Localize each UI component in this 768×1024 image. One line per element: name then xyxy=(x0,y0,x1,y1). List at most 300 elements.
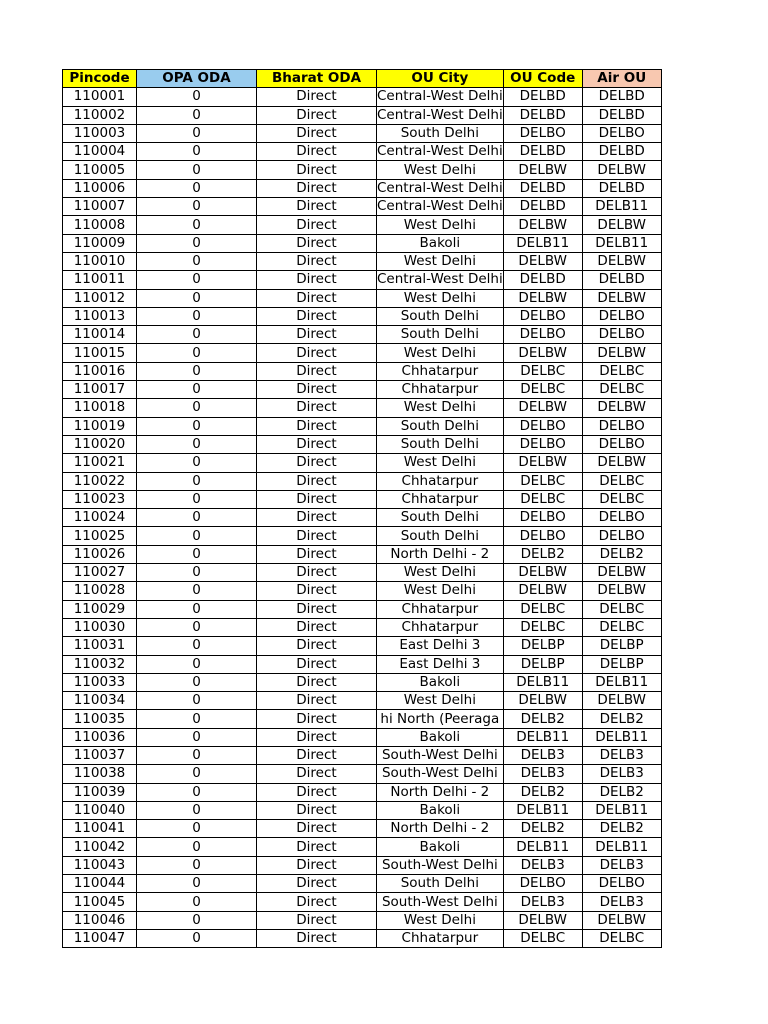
opa-oda-cell: 0 xyxy=(137,637,257,655)
ou-city-cell: South-West Delhi xyxy=(377,893,504,911)
opa-oda-cell: 0 xyxy=(137,618,257,636)
ou-code-cell: DELBO xyxy=(503,307,582,325)
opa-oda-cell: 0 xyxy=(137,692,257,710)
table-row xyxy=(63,893,662,911)
pincode-cell: 110029 xyxy=(63,600,137,618)
ou-code-cell: DELBW xyxy=(503,911,582,929)
table-row xyxy=(63,435,662,453)
air-ou-cell: DELBP xyxy=(582,637,661,655)
pincode-cell: 110034 xyxy=(63,692,137,710)
air-ou-cell: DELBC xyxy=(582,362,661,380)
ou-code-cell: DELB2 xyxy=(503,820,582,838)
header-air-ou: Air OU xyxy=(582,70,661,88)
air-ou-cell: DELBO xyxy=(582,527,661,545)
ou-city-cell: Chhatarpur xyxy=(377,618,504,636)
ou-city-cell: North Delhi - 2 xyxy=(377,820,504,838)
bharat-oda-cell: Direct xyxy=(257,728,377,746)
ou-city-cell: West Delhi xyxy=(377,289,504,307)
opa-oda-cell: 0 xyxy=(137,783,257,801)
opa-oda-cell: 0 xyxy=(137,893,257,911)
ou-city-cell: South Delhi xyxy=(377,307,504,325)
bharat-oda-cell: Direct xyxy=(257,143,377,161)
air-ou-cell: DELBD xyxy=(582,143,661,161)
ou-code-cell: DELBP xyxy=(503,655,582,673)
table-row xyxy=(63,307,662,325)
air-ou-cell: DELB2 xyxy=(582,545,661,563)
table-row xyxy=(63,673,662,691)
air-ou-cell: DELBO xyxy=(582,435,661,453)
table-row xyxy=(63,106,662,124)
bharat-oda-cell: Direct xyxy=(257,216,377,234)
air-ou-cell: DELBW xyxy=(582,564,661,582)
table-row xyxy=(63,820,662,838)
opa-oda-cell: 0 xyxy=(137,746,257,764)
opa-oda-cell: 0 xyxy=(137,124,257,142)
pincode-cell: 110035 xyxy=(63,710,137,728)
bharat-oda-cell: Direct xyxy=(257,289,377,307)
ou-city-cell: West Delhi xyxy=(377,582,504,600)
air-ou-cell: DELBW xyxy=(582,399,661,417)
table-row xyxy=(63,88,662,106)
ou-city-cell: South-West Delhi xyxy=(377,856,504,874)
pincode-cell: 110011 xyxy=(63,271,137,289)
pincode-cell: 110019 xyxy=(63,417,137,435)
air-ou-cell: DELB3 xyxy=(582,765,661,783)
opa-oda-cell: 0 xyxy=(137,179,257,197)
bharat-oda-cell: Direct xyxy=(257,252,377,270)
air-ou-cell: DELB11 xyxy=(582,728,661,746)
air-ou-cell: DELBO xyxy=(582,875,661,893)
header-opa-oda: OPA ODA xyxy=(137,70,257,88)
air-ou-cell: DELBD xyxy=(582,271,661,289)
air-ou-cell: DELBC xyxy=(582,490,661,508)
opa-oda-cell: 0 xyxy=(137,710,257,728)
ou-code-cell: DELBO xyxy=(503,417,582,435)
ou-code-cell: DELBD xyxy=(503,179,582,197)
ou-city-cell: Bakoli xyxy=(377,838,504,856)
table-row xyxy=(63,381,662,399)
ou-code-cell: DELBW xyxy=(503,454,582,472)
ou-city-cell: East Delhi 3 xyxy=(377,637,504,655)
header-bharat-oda: Bharat ODA xyxy=(257,70,377,88)
bharat-oda-cell: Direct xyxy=(257,582,377,600)
ou-city-cell: Bakoli xyxy=(377,234,504,252)
air-ou-cell: DELB11 xyxy=(582,234,661,252)
opa-oda-cell: 0 xyxy=(137,838,257,856)
pincode-cell: 110001 xyxy=(63,88,137,106)
table-row xyxy=(63,564,662,582)
table-row xyxy=(63,344,662,362)
opa-oda-cell: 0 xyxy=(137,198,257,216)
table-row xyxy=(63,326,662,344)
ou-code-cell: DELBC xyxy=(503,381,582,399)
ou-city-cell: South Delhi xyxy=(377,527,504,545)
bharat-oda-cell: Direct xyxy=(257,161,377,179)
ou-code-cell: DELB3 xyxy=(503,856,582,874)
opa-oda-cell: 0 xyxy=(137,765,257,783)
pincode-cell: 110041 xyxy=(63,820,137,838)
ou-code-cell: DELBW xyxy=(503,692,582,710)
ou-code-cell: DELBO xyxy=(503,875,582,893)
bharat-oda-cell: Direct xyxy=(257,362,377,380)
air-ou-cell: DELBW xyxy=(582,344,661,362)
bharat-oda-cell: Direct xyxy=(257,564,377,582)
table-row xyxy=(63,545,662,563)
opa-oda-cell: 0 xyxy=(137,234,257,252)
air-ou-cell: DELBD xyxy=(582,106,661,124)
opa-oda-cell: 0 xyxy=(137,673,257,691)
pincode-cell: 110025 xyxy=(63,527,137,545)
table-row xyxy=(63,765,662,783)
pincode-cell: 110043 xyxy=(63,856,137,874)
ou-code-cell: DELB11 xyxy=(503,673,582,691)
bharat-oda-cell: Direct xyxy=(257,801,377,819)
ou-city-cell: North Delhi - 2 xyxy=(377,783,504,801)
ou-code-cell: DELBP xyxy=(503,637,582,655)
ou-city-cell: Chhatarpur xyxy=(377,600,504,618)
pincode-cell: 110047 xyxy=(63,929,137,947)
opa-oda-cell: 0 xyxy=(137,490,257,508)
opa-oda-cell: 0 xyxy=(137,252,257,270)
pincode-cell: 110012 xyxy=(63,289,137,307)
bharat-oda-cell: Direct xyxy=(257,746,377,764)
ou-code-cell: DELBO xyxy=(503,435,582,453)
ou-code-cell: DELBC xyxy=(503,618,582,636)
opa-oda-cell: 0 xyxy=(137,399,257,417)
table-row xyxy=(63,600,662,618)
bharat-oda-cell: Direct xyxy=(257,820,377,838)
bharat-oda-cell: Direct xyxy=(257,179,377,197)
pincode-cell: 110010 xyxy=(63,252,137,270)
table-row xyxy=(63,655,662,673)
ou-city-cell: West Delhi xyxy=(377,911,504,929)
air-ou-cell: DELBD xyxy=(582,88,661,106)
pincode-cell: 110027 xyxy=(63,564,137,582)
ou-code-cell: DELBW xyxy=(503,399,582,417)
air-ou-cell: DELBW xyxy=(582,252,661,270)
ou-city-cell: West Delhi xyxy=(377,252,504,270)
table-row xyxy=(63,362,662,380)
opa-oda-cell: 0 xyxy=(137,655,257,673)
bharat-oda-cell: Direct xyxy=(257,545,377,563)
air-ou-cell: DELBW xyxy=(582,216,661,234)
table-row xyxy=(63,490,662,508)
opa-oda-cell: 0 xyxy=(137,509,257,527)
bharat-oda-cell: Direct xyxy=(257,838,377,856)
table-row xyxy=(63,143,662,161)
pincode-cell: 110042 xyxy=(63,838,137,856)
air-ou-cell: DELBW xyxy=(582,582,661,600)
air-ou-cell: DELBC xyxy=(582,600,661,618)
opa-oda-cell: 0 xyxy=(137,271,257,289)
ou-code-cell: DELBO xyxy=(503,326,582,344)
pincode-cell: 110004 xyxy=(63,143,137,161)
table-row xyxy=(63,198,662,216)
opa-oda-cell: 0 xyxy=(137,88,257,106)
bharat-oda-cell: Direct xyxy=(257,198,377,216)
ou-code-cell: DELB3 xyxy=(503,746,582,764)
opa-oda-cell: 0 xyxy=(137,875,257,893)
bharat-oda-cell: Direct xyxy=(257,454,377,472)
bharat-oda-cell: Direct xyxy=(257,490,377,508)
bharat-oda-cell: Direct xyxy=(257,710,377,728)
pincode-cell: 110030 xyxy=(63,618,137,636)
bharat-oda-cell: Direct xyxy=(257,618,377,636)
air-ou-cell: DELB11 xyxy=(582,838,661,856)
pincode-cell: 110036 xyxy=(63,728,137,746)
opa-oda-cell: 0 xyxy=(137,417,257,435)
air-ou-cell: DELBO xyxy=(582,124,661,142)
pincode-cell: 110021 xyxy=(63,454,137,472)
pincode-cell: 110038 xyxy=(63,765,137,783)
opa-oda-cell: 0 xyxy=(137,582,257,600)
header-ou-city: OU City xyxy=(377,70,504,88)
pincode-cell: 110046 xyxy=(63,911,137,929)
ou-code-cell: DELBC xyxy=(503,490,582,508)
ou-code-cell: DELBO xyxy=(503,527,582,545)
opa-oda-cell: 0 xyxy=(137,820,257,838)
pincode-cell: 110045 xyxy=(63,893,137,911)
air-ou-cell: DELB3 xyxy=(582,856,661,874)
bharat-oda-cell: Direct xyxy=(257,783,377,801)
pincode-cell: 110017 xyxy=(63,381,137,399)
ou-city-cell: South Delhi xyxy=(377,875,504,893)
air-ou-cell: DELBD xyxy=(582,179,661,197)
table-row xyxy=(63,454,662,472)
ou-code-cell: DELBC xyxy=(503,362,582,380)
opa-oda-cell: 0 xyxy=(137,435,257,453)
ou-code-cell: DELB3 xyxy=(503,893,582,911)
ou-city-cell: West Delhi xyxy=(377,564,504,582)
table-row xyxy=(63,216,662,234)
bharat-oda-cell: Direct xyxy=(257,893,377,911)
pincode-cell: 110037 xyxy=(63,746,137,764)
pincode-cell: 110032 xyxy=(63,655,137,673)
bharat-oda-cell: Direct xyxy=(257,875,377,893)
air-ou-cell: DELBO xyxy=(582,509,661,527)
table-row xyxy=(63,692,662,710)
bharat-oda-cell: Direct xyxy=(257,88,377,106)
ou-city-cell: Central-West Delhi xyxy=(377,198,503,215)
pincode-cell: 110009 xyxy=(63,234,137,252)
ou-code-cell: DELBW xyxy=(503,289,582,307)
bharat-oda-cell: Direct xyxy=(257,655,377,673)
air-ou-cell: DELB3 xyxy=(582,746,661,764)
pincode-cell: 110007 xyxy=(63,198,137,216)
ou-code-cell: DELBD xyxy=(503,88,582,106)
ou-city-cell: North Delhi - 2 xyxy=(377,545,504,563)
ou-code-cell: DELBW xyxy=(503,564,582,582)
air-ou-cell: DELBW xyxy=(582,454,661,472)
opa-oda-cell: 0 xyxy=(137,326,257,344)
table-row xyxy=(63,271,662,289)
table-row xyxy=(63,911,662,929)
table-row xyxy=(63,618,662,636)
air-ou-cell: DELBC xyxy=(582,381,661,399)
ou-code-cell: DELB2 xyxy=(503,710,582,728)
pincode-cell: 110022 xyxy=(63,472,137,490)
table-row xyxy=(63,875,662,893)
ou-code-cell: DELBD xyxy=(503,271,582,289)
table-row xyxy=(63,746,662,764)
ou-code-cell: DELB3 xyxy=(503,765,582,783)
ou-city-cell: South Delhi xyxy=(377,435,504,453)
ou-city-cell: South Delhi xyxy=(377,417,504,435)
air-ou-cell: DELBO xyxy=(582,307,661,325)
bharat-oda-cell: Direct xyxy=(257,856,377,874)
ou-code-cell: DELBW xyxy=(503,161,582,179)
bharat-oda-cell: Direct xyxy=(257,307,377,325)
ou-code-cell: DELBD xyxy=(503,143,582,161)
pincode-cell: 110031 xyxy=(63,637,137,655)
bharat-oda-cell: Direct xyxy=(257,692,377,710)
table-row xyxy=(63,179,662,197)
air-ou-cell: DELBW xyxy=(582,911,661,929)
ou-code-cell: DELBW xyxy=(503,582,582,600)
table-row xyxy=(63,728,662,746)
opa-oda-cell: 0 xyxy=(137,527,257,545)
air-ou-cell: DELBW xyxy=(582,161,661,179)
bharat-oda-cell: Direct xyxy=(257,124,377,142)
pincode-cell: 110040 xyxy=(63,801,137,819)
pincode-cell: 110039 xyxy=(63,783,137,801)
pincode-table xyxy=(62,69,662,948)
opa-oda-cell: 0 xyxy=(137,362,257,380)
pincode-cell: 110005 xyxy=(63,161,137,179)
air-ou-cell: DELB11 xyxy=(582,198,661,216)
ou-code-cell: DELBO xyxy=(503,509,582,527)
table-row xyxy=(63,838,662,856)
opa-oda-cell: 0 xyxy=(137,545,257,563)
ou-city-cell: Central-West Delhi xyxy=(377,106,503,123)
ou-city-cell: West Delhi xyxy=(377,344,504,362)
opa-oda-cell: 0 xyxy=(137,289,257,307)
air-ou-cell: DELBW xyxy=(582,692,661,710)
ou-code-cell: DELBW xyxy=(503,344,582,362)
ou-city-cell: Chhatarpur xyxy=(377,490,504,508)
table-row xyxy=(63,637,662,655)
pincode-cell: 110015 xyxy=(63,344,137,362)
pincode-cell: 110026 xyxy=(63,545,137,563)
pincode-cell: 110003 xyxy=(63,124,137,142)
air-ou-cell: DELBC xyxy=(582,472,661,490)
header-row xyxy=(63,70,662,88)
opa-oda-cell: 0 xyxy=(137,216,257,234)
table-row xyxy=(63,234,662,252)
air-ou-cell: DELB2 xyxy=(582,820,661,838)
bharat-oda-cell: Direct xyxy=(257,399,377,417)
opa-oda-cell: 0 xyxy=(137,564,257,582)
bharat-oda-cell: Direct xyxy=(257,509,377,527)
table-body xyxy=(63,88,662,948)
ou-code-cell: DELB2 xyxy=(503,545,582,563)
ou-city-cell: Central-West Delhi xyxy=(377,179,503,196)
pincode-cell: 110016 xyxy=(63,362,137,380)
bharat-oda-cell: Direct xyxy=(257,381,377,399)
bharat-oda-cell: Direct xyxy=(257,637,377,655)
bharat-oda-cell: Direct xyxy=(257,435,377,453)
bharat-oda-cell: Direct xyxy=(257,673,377,691)
bharat-oda-cell: Direct xyxy=(257,527,377,545)
ou-city-cell: West Delhi xyxy=(377,692,504,710)
pincode-cell: 110014 xyxy=(63,326,137,344)
ou-code-cell: DELBW xyxy=(503,216,582,234)
ou-city-cell: Bakoli xyxy=(377,801,504,819)
pincode-cell: 110033 xyxy=(63,673,137,691)
ou-code-cell: DELBC xyxy=(503,472,582,490)
pincode-cell: 110018 xyxy=(63,399,137,417)
ou-code-cell: DELB11 xyxy=(503,234,582,252)
bharat-oda-cell: Direct xyxy=(257,765,377,783)
table-row xyxy=(63,527,662,545)
table-row xyxy=(63,289,662,307)
pincode-cell: 110044 xyxy=(63,875,137,893)
opa-oda-cell: 0 xyxy=(137,801,257,819)
table-row xyxy=(63,252,662,270)
bharat-oda-cell: Direct xyxy=(257,326,377,344)
table-row xyxy=(63,710,662,728)
opa-oda-cell: 0 xyxy=(137,143,257,161)
ou-city-cell: Chhatarpur xyxy=(377,362,504,380)
pincode-cell: 110020 xyxy=(63,435,137,453)
header-ou-code: OU Code xyxy=(503,70,582,88)
opa-oda-cell: 0 xyxy=(137,472,257,490)
table-row xyxy=(63,124,662,142)
pincode-cell: 110002 xyxy=(63,106,137,124)
bharat-oda-cell: Direct xyxy=(257,234,377,252)
ou-city-cell: West Delhi xyxy=(377,454,504,472)
ou-code-cell: DELBC xyxy=(503,929,582,947)
ou-code-cell: DELB11 xyxy=(503,728,582,746)
bharat-oda-cell: Direct xyxy=(257,106,377,124)
header-pincode: Pincode xyxy=(63,70,137,88)
table-row xyxy=(63,417,662,435)
bharat-oda-cell: Direct xyxy=(257,271,377,289)
ou-city-cell: East Delhi 3 xyxy=(377,655,504,673)
table-row xyxy=(63,929,662,947)
air-ou-cell: DELB3 xyxy=(582,893,661,911)
air-ou-cell: DELBC xyxy=(582,929,661,947)
ou-code-cell: DELB2 xyxy=(503,783,582,801)
pincode-cell: 110013 xyxy=(63,307,137,325)
table-row xyxy=(63,509,662,527)
bharat-oda-cell: Direct xyxy=(257,472,377,490)
ou-city-cell: West Delhi xyxy=(377,216,504,234)
ou-city-cell: South-West Delhi xyxy=(377,765,504,783)
bharat-oda-cell: Direct xyxy=(257,600,377,618)
pincode-cell: 110028 xyxy=(63,582,137,600)
pincode-cell: 110023 xyxy=(63,490,137,508)
air-ou-cell: DELBO xyxy=(582,326,661,344)
ou-city-cell: Chhatarpur xyxy=(377,381,504,399)
opa-oda-cell: 0 xyxy=(137,307,257,325)
pincode-cell: 110006 xyxy=(63,179,137,197)
air-ou-cell: DELBO xyxy=(582,417,661,435)
ou-city-cell: South-West Delhi xyxy=(377,746,504,764)
ou-city-cell: South Delhi xyxy=(377,124,504,142)
air-ou-cell: DELB11 xyxy=(582,801,661,819)
ou-city-cell: Central-West Delhi xyxy=(377,88,503,105)
ou-city-cell: West Delhi xyxy=(377,161,504,179)
ou-code-cell: DELB11 xyxy=(503,801,582,819)
table-row xyxy=(63,801,662,819)
table-row xyxy=(63,161,662,179)
opa-oda-cell: 0 xyxy=(137,856,257,874)
ou-code-cell: DELBW xyxy=(503,252,582,270)
opa-oda-cell: 0 xyxy=(137,161,257,179)
air-ou-cell: DELB2 xyxy=(582,783,661,801)
ou-city-cell: Central-West Delhi xyxy=(377,143,503,160)
